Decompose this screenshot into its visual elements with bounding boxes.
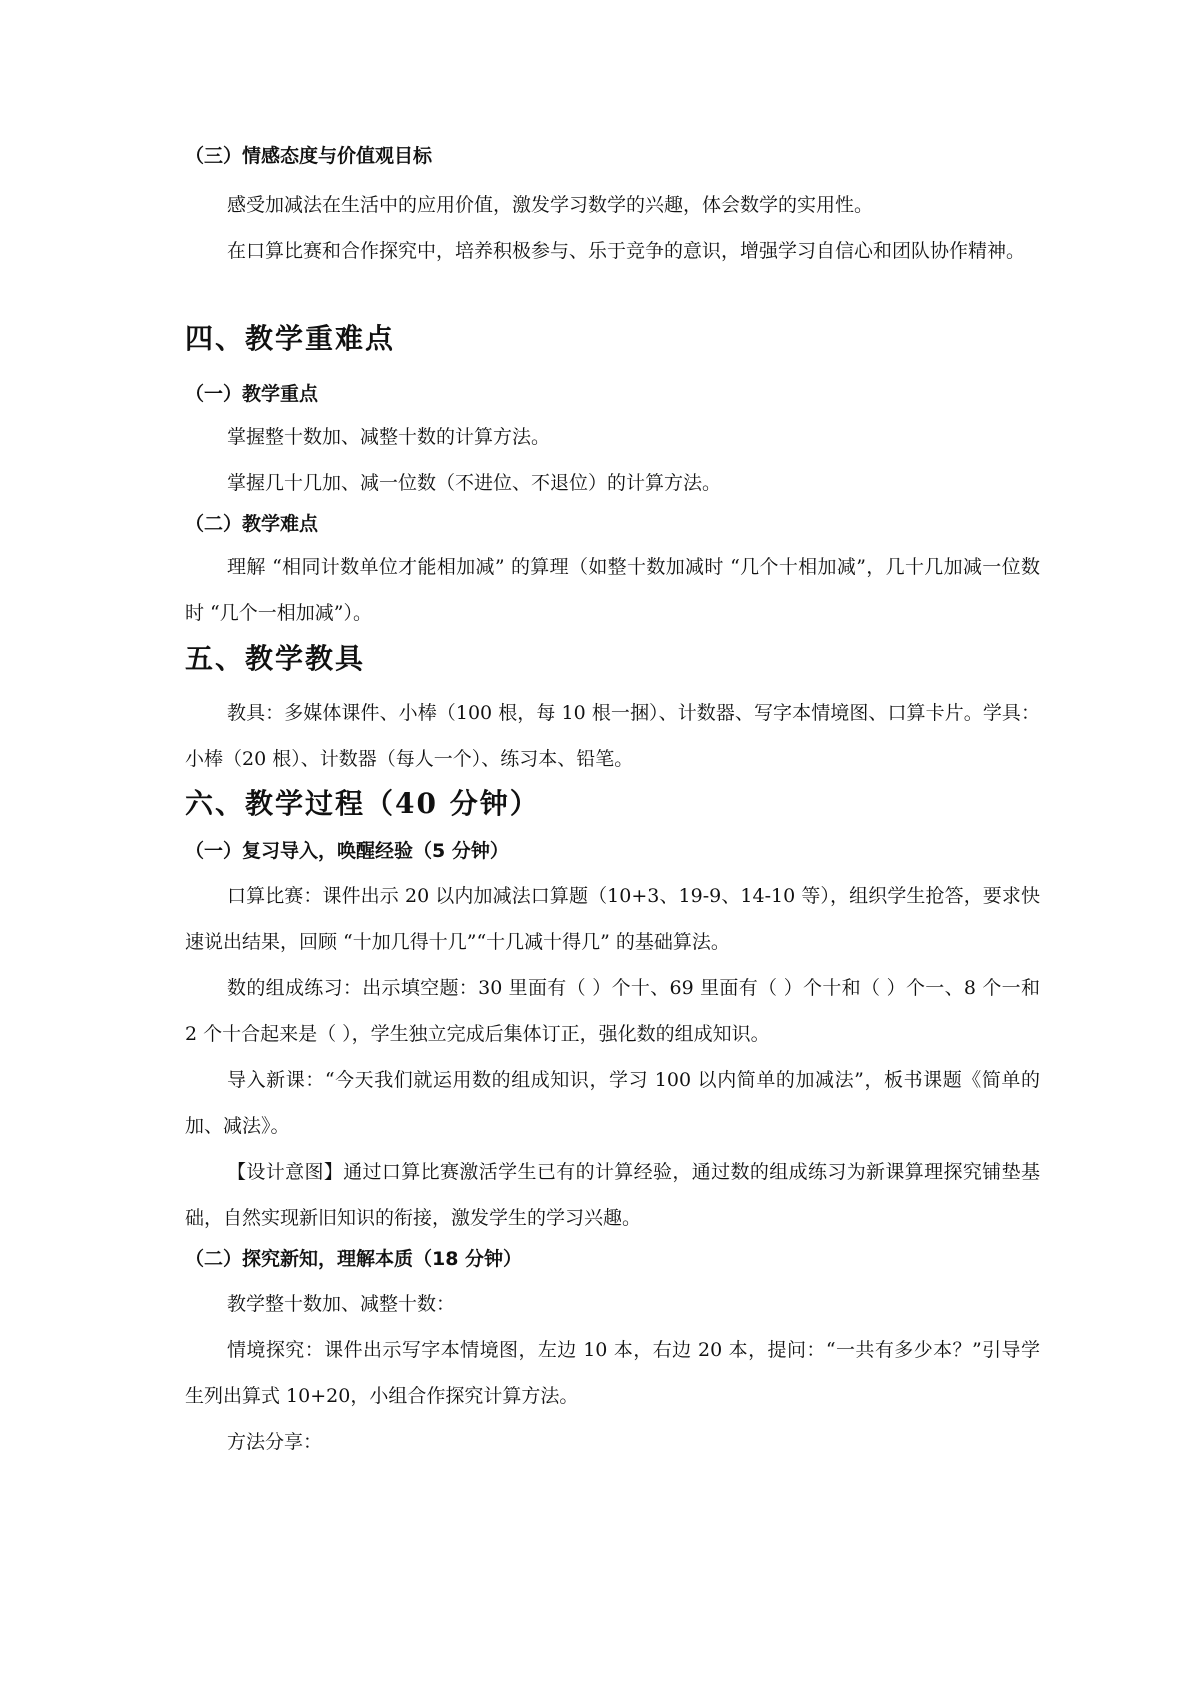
affect-goal-block [185, 142, 1040, 274]
section-title: 五、教学教具 [185, 642, 366, 675]
paragraph: 导入新课：“今天我们就运用数的组成知识，学习 100 以内简单的加减法”，板书课题《简单的加、减法》。 [185, 1069, 1040, 1137]
section-6 [185, 785, 1040, 1465]
paragraph: 【设计意图】通过口算比赛激活学生已有的计算经验，通过数的组成练习为新课算理探究铺垫基础，自然实现新旧知识的衔接，激发学生的学习兴趣。 [185, 1161, 1040, 1229]
subheading-key-points: （一）教学重点 [185, 383, 319, 405]
paragraph: 理解 “相同计数单位才能相加减” 的算理（如整十数加减时 “几个十相加减”，几十几加减一位数时 “几个一相加减”）。 [185, 556, 1040, 624]
subheading-difficulties: （二）教学难点 [185, 513, 319, 535]
paragraph: 情境探究：课件出示写字本情境图，左边 10 本，右边 20 本，提问：“一共有多少本？”引导学生列出算式 10+20，小组合作探究计算方法。 [185, 1339, 1040, 1407]
paragraph: 感受加减法在生活中的应用价值，激发学习数学的兴趣，体会数学的实用性。 [227, 194, 874, 216]
section-title: 四、教学重难点 [185, 322, 396, 355]
paragraph: 掌握几十几加、减一位数（不进位、不退位）的计算方法。 [227, 472, 722, 494]
paragraph: 数的组成练习：出示填空题：30 里面有（ ）个十、69 里面有（ ）个十和（ ）个一、8 个一和 2 个十合起来是（ ），学生独立完成后集体订正，强化数的组成知识。 [185, 977, 1040, 1045]
paragraph: 在口算比赛和合作探究中，培养积极参与、乐于竞争的意识，增强学习自信心和团队协作精神。 [227, 240, 1026, 262]
subheading-affect-goal: （三）情感态度与价值观目标 [185, 145, 433, 167]
paragraph: 口算比赛：课件出示 20 以内加减法口算题（10+3、19-9、14-10 等），组织学生抢答，要求快速说出结果，回顾 “十加几得十几”“十几减十得几” 的基础算法。 [185, 885, 1040, 953]
section-title: 六、教学过程（40 分钟） [185, 787, 540, 820]
paragraph: 方法分享： [227, 1431, 323, 1453]
paragraph: 教具：多媒体课件、小棒（100 根，每 10 根一捆）、计数器、写字本情境图、口算卡片。学具：小棒（20 根）、计数器（每人一个）、练习本、铅笔。 [185, 702, 1040, 770]
subheading-explore: （二）探究新知，理解本质（18 分钟） [185, 1248, 523, 1270]
paragraph: 教学整十数加、减整十数： [227, 1293, 456, 1315]
subheading-review: （一）复习导入，唤醒经验（5 分钟） [185, 840, 509, 862]
section-5 [185, 640, 1040, 782]
section-4 [185, 320, 1040, 636]
paragraph: 掌握整十数加、减整十数的计算方法。 [227, 426, 551, 448]
